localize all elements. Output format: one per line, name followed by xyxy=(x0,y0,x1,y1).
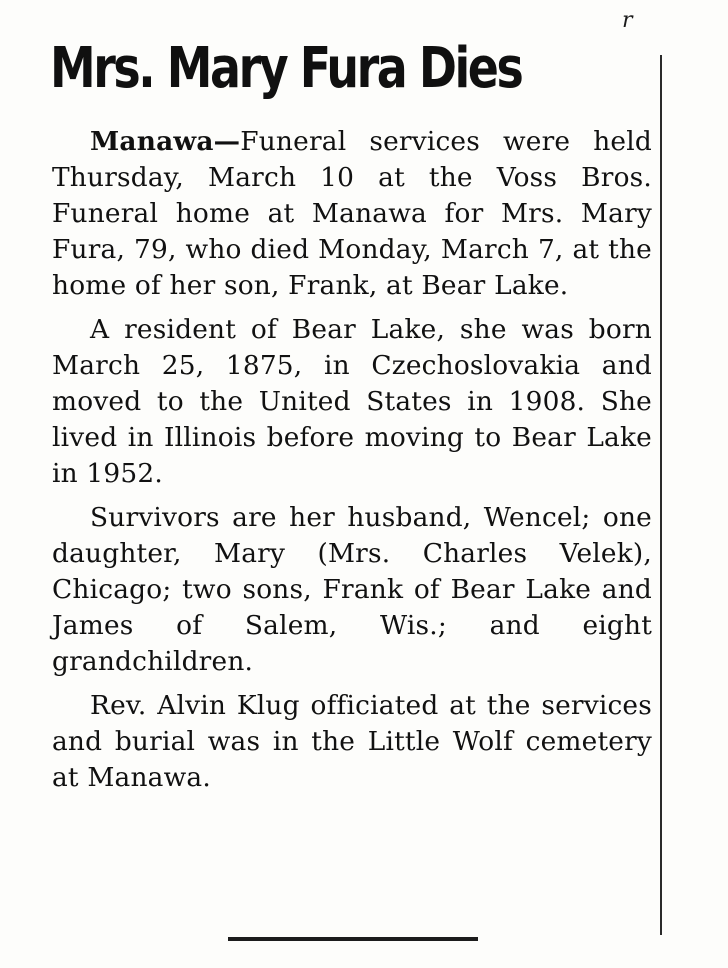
paragraph-funeral xyxy=(52,124,652,304)
handwritten-mark: r xyxy=(622,8,633,33)
paragraph-text: A resident of Bear Lake, she was born March 25, 1875, in Czechoslovakia and moved to the United States in 1908. She lived in Illinois before moving to Bear Lake in 1952. xyxy=(52,314,652,489)
paragraph-text: Survivors are her husband, Wencel; one daughter, Mary (Mrs. Charles Velek), Chicago; two sons, Frank of Bear Lake and James of Salem, Wis.; and eight grandchildren. xyxy=(52,502,652,677)
paragraph-text: Rev. Alvin Klug officiated at the services and burial was in the Little Wolf cemetery at Manawa. xyxy=(52,690,652,793)
paragraph-services xyxy=(52,688,652,796)
end-rule xyxy=(228,937,478,941)
article-headline: Mrs. Mary Fura Dies xyxy=(50,36,522,101)
paragraph-survivors xyxy=(52,500,652,680)
column-rule xyxy=(660,55,662,935)
paragraph-text: Funeral services were held Thursday, March 10 at the Voss Bros. Funeral home at Manawa for Mrs. Mary Fura, 79, who died Monday, March 7, at the home of her son, Frank, at Bear Lake. xyxy=(52,126,652,301)
article-body xyxy=(52,124,652,796)
paragraph-biography xyxy=(52,312,652,492)
dateline: Manawa— xyxy=(90,126,241,157)
